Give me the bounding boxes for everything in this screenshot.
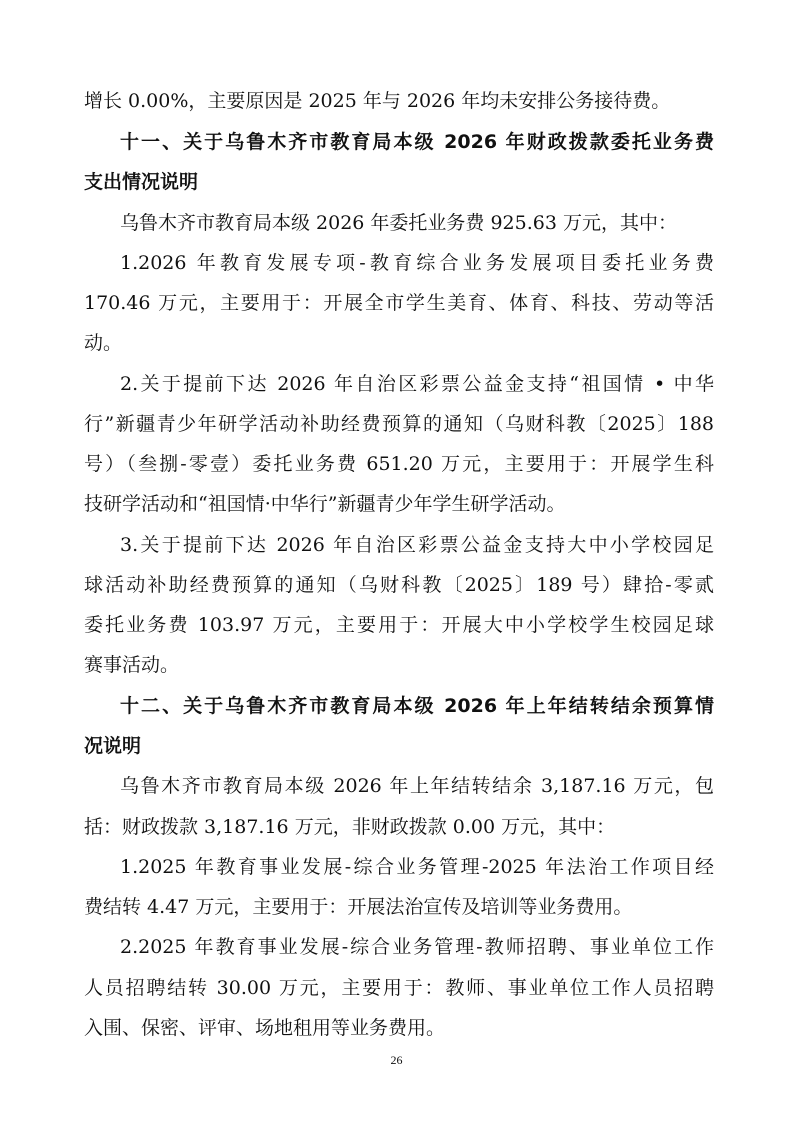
body-text-line: 2.关于提前下达 2026 年自治区彩票公益金支持“祖国情 • 中华 [120, 373, 714, 395]
body-text-line: 行”新疆青少年研学活动补助经费预算的通知（乌财科教〔2025〕188 [84, 413, 714, 435]
body-text-line: 动。 [84, 332, 123, 354]
body-text-line: 号）（叁捌-零壹）委托业务费 651.20 万元，主要用于：开展学生科 [84, 453, 714, 475]
body-text-line: 1.2026 年教育发展专项-教育综合业务发展项目委托业务费 [120, 252, 714, 274]
body-text-line: 入围、保密、评审、场地租用等业务费用。 [84, 1017, 446, 1039]
section-heading: 支出情况说明 [84, 171, 199, 193]
section-heading: 况说明 [84, 735, 142, 757]
body-text-line: 人员招聘结转 30.00 万元，主要用于：教师、事业单位工作人员招聘 [84, 977, 714, 999]
section-heading: 十二、关于乌鲁木齐市教育局本级 2026 年上年结转结余预算情 [120, 695, 714, 717]
body-text-line: 费结转 4.47 万元，主要用于：开展法治宣传及培训等业务费用。 [84, 896, 633, 918]
body-text-line: 170.46 万元，主要用于：开展全市学生美育、体育、科技、劳动等活 [84, 292, 714, 314]
section-heading: 十一、关于乌鲁木齐市教育局本级 2026 年财政拨款委托业务费 [120, 131, 714, 153]
body-text-line: 委托业务费 103.97 万元，主要用于：开展大中小学校学生校园足球 [84, 614, 714, 636]
body-text-line: 赛事活动。 [84, 654, 180, 676]
page-number: 26 [390, 1053, 403, 1067]
body-text-line: 3.关于提前下达 2026 年自治区彩票公益金支持大中小学校园足 [120, 534, 714, 556]
body-text-line: 乌鲁木齐市教育局本级 2026 年委托业务费 925.63 万元，其中： [120, 212, 677, 234]
body-text-line: 乌鲁木齐市教育局本级 2026 年上年结转结余 3,187.16 万元，包 [120, 775, 714, 797]
body-text-line: 括：财政拨款 3,187.16 万元，非财政拨款 0.00 万元，其中： [84, 816, 616, 838]
body-text-line: 增长 0.00%，主要原因是 2025 年与 2026 年均未安排公务接待费。 [84, 90, 671, 112]
body-text-line: 2.2025 年教育事业发展-综合业务管理-教师招聘、事业单位工作 [120, 936, 714, 958]
body-text-line: 技研学活动和“祖国情·中华行”新疆青少年学生研学活动。 [84, 493, 566, 515]
body-text-line: 1.2025 年教育事业发展-综合业务管理-2025 年法治工作项目经 [120, 856, 714, 878]
body-text-line: 球活动补助经费预算的通知（乌财科教〔2025〕189 号）肆拾-零贰 [84, 574, 714, 596]
